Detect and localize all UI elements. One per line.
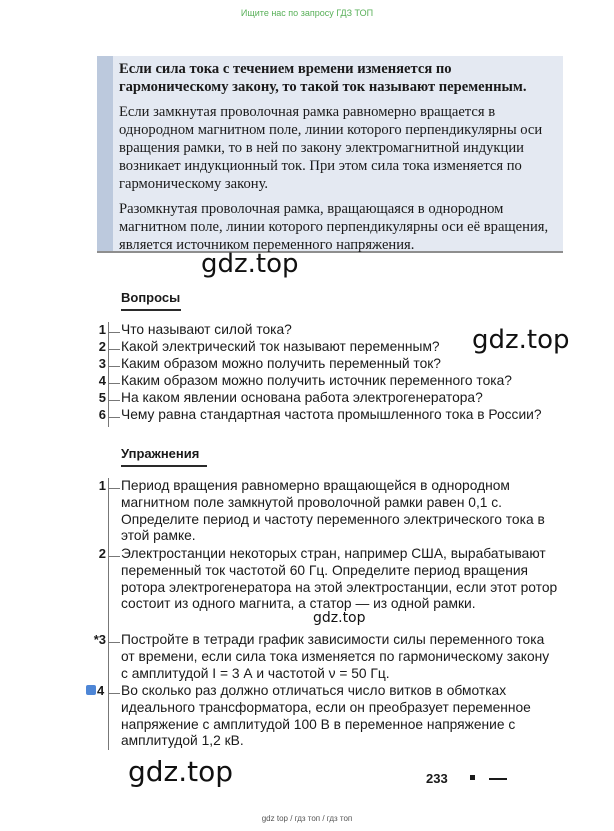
definition-text: Если сила тока с течением времени изменяется по гармоническому закону, то такой ток называют переменным.	[119, 61, 527, 95]
tick-line	[108, 642, 120, 643]
tick-line	[108, 488, 120, 489]
tick-line	[108, 349, 120, 350]
question-text: Каким образом можно получить переменный ток?	[121, 356, 441, 371]
exercise-number: 4	[97, 683, 105, 698]
exercises-vertical-rule	[108, 478, 109, 750]
theory-box	[97, 56, 563, 253]
paragraph-1: Если замкнутая проволочная рамка равномерно вращается в однородном магнитном поле, линии которого перпендикулярны оси вращения рамки, то в ней по закону электромагнитной индукции возникает индукционный ток. При этом сила тока изменяется по гармоническому закону.	[119, 104, 543, 192]
tick-line	[108, 332, 120, 333]
box-accent-bar	[97, 56, 113, 251]
exercise-number: 2	[98, 546, 106, 561]
page-rule	[489, 778, 507, 780]
exercises-title: Упражнения	[121, 446, 200, 461]
page-number: 233	[426, 771, 448, 786]
paragraph-2: Разомкнутая проволочная рамка, вращающаяся в однородном магнитном поле, линии которого перпендикулярны оси её вращения, является источником переменного напряжения.	[119, 201, 549, 253]
heading-underline	[121, 465, 207, 467]
heading-underline	[121, 309, 181, 311]
exercise-number: 1	[98, 478, 106, 493]
question-text: На каком явлении основана работа электрогенератора?	[121, 390, 483, 405]
question-number: 5	[98, 390, 106, 405]
watermark: gdz.top	[313, 610, 366, 626]
exercise-text: Во сколько раз должно отличаться число витков в обмотках идеального трансформатора, если он преобразует переменное напряжение с амплитудой 100 В в переменное напряжение с амплитудой 1,2 кВ.	[121, 683, 531, 749]
question-text: Чему равна стандартная частота промышленного тока в России?	[121, 407, 542, 422]
exercise-number: *3	[93, 632, 106, 647]
tick-line	[108, 383, 120, 384]
tick-line	[108, 366, 120, 367]
question-number: 2	[98, 339, 106, 354]
question-text: Каким образом можно получить источник переменного тока?	[121, 373, 512, 388]
questions-title: Вопросы	[121, 290, 181, 305]
question-number: 4	[98, 373, 106, 388]
exercises-heading	[121, 446, 207, 467]
tick-line	[108, 417, 120, 418]
watermark: gdz.top	[201, 249, 299, 279]
bottom-link[interactable]: gdz top / гдз топ / гдз топ	[261, 814, 353, 823]
question-number: 3	[98, 356, 106, 371]
questions-vertical-rule	[108, 322, 109, 427]
exercise-text: Постройте в тетради график зависимости силы переменного тока от времени, если сила тока изменяется по гармоническому закону с амплитудой I = 3 А и частотой ν = 50 Гц.	[121, 632, 550, 681]
multimedia-icon[interactable]	[86, 685, 96, 695]
tick-line	[108, 693, 120, 694]
tick-line	[108, 400, 120, 401]
watermark: gdz.top	[128, 755, 234, 788]
watermark: gdz.top	[472, 325, 570, 355]
question-text: Какой электрический ток называют переменным?	[121, 339, 440, 354]
exercise-text: Период вращения равномерно вращающейся в однородном магнитном поле замкнутой проволочной рамки равен 0,1 с. Определите период и частоту переменного электрического тока в этой рамке.	[121, 478, 545, 544]
box-content	[119, 60, 555, 261]
tick-line	[108, 556, 120, 557]
exercise-text: Электростанции некоторых стран, например США, вырабатывают переменный ток частотой 60 Гц. Определите период вращения ротора электрогенератора на этой электростанции, если этот ротор состоит из одного магнита, а статор — из одной рамки.	[121, 546, 558, 612]
question-text: Что называют силой тока?	[121, 322, 292, 337]
question-number: 1	[98, 322, 106, 337]
question-number: 6	[98, 407, 106, 422]
page-marker	[470, 775, 475, 780]
questions-heading	[121, 290, 181, 311]
top-link[interactable]: Ищите нас по запросу ГДЗ ТОП	[240, 8, 374, 18]
